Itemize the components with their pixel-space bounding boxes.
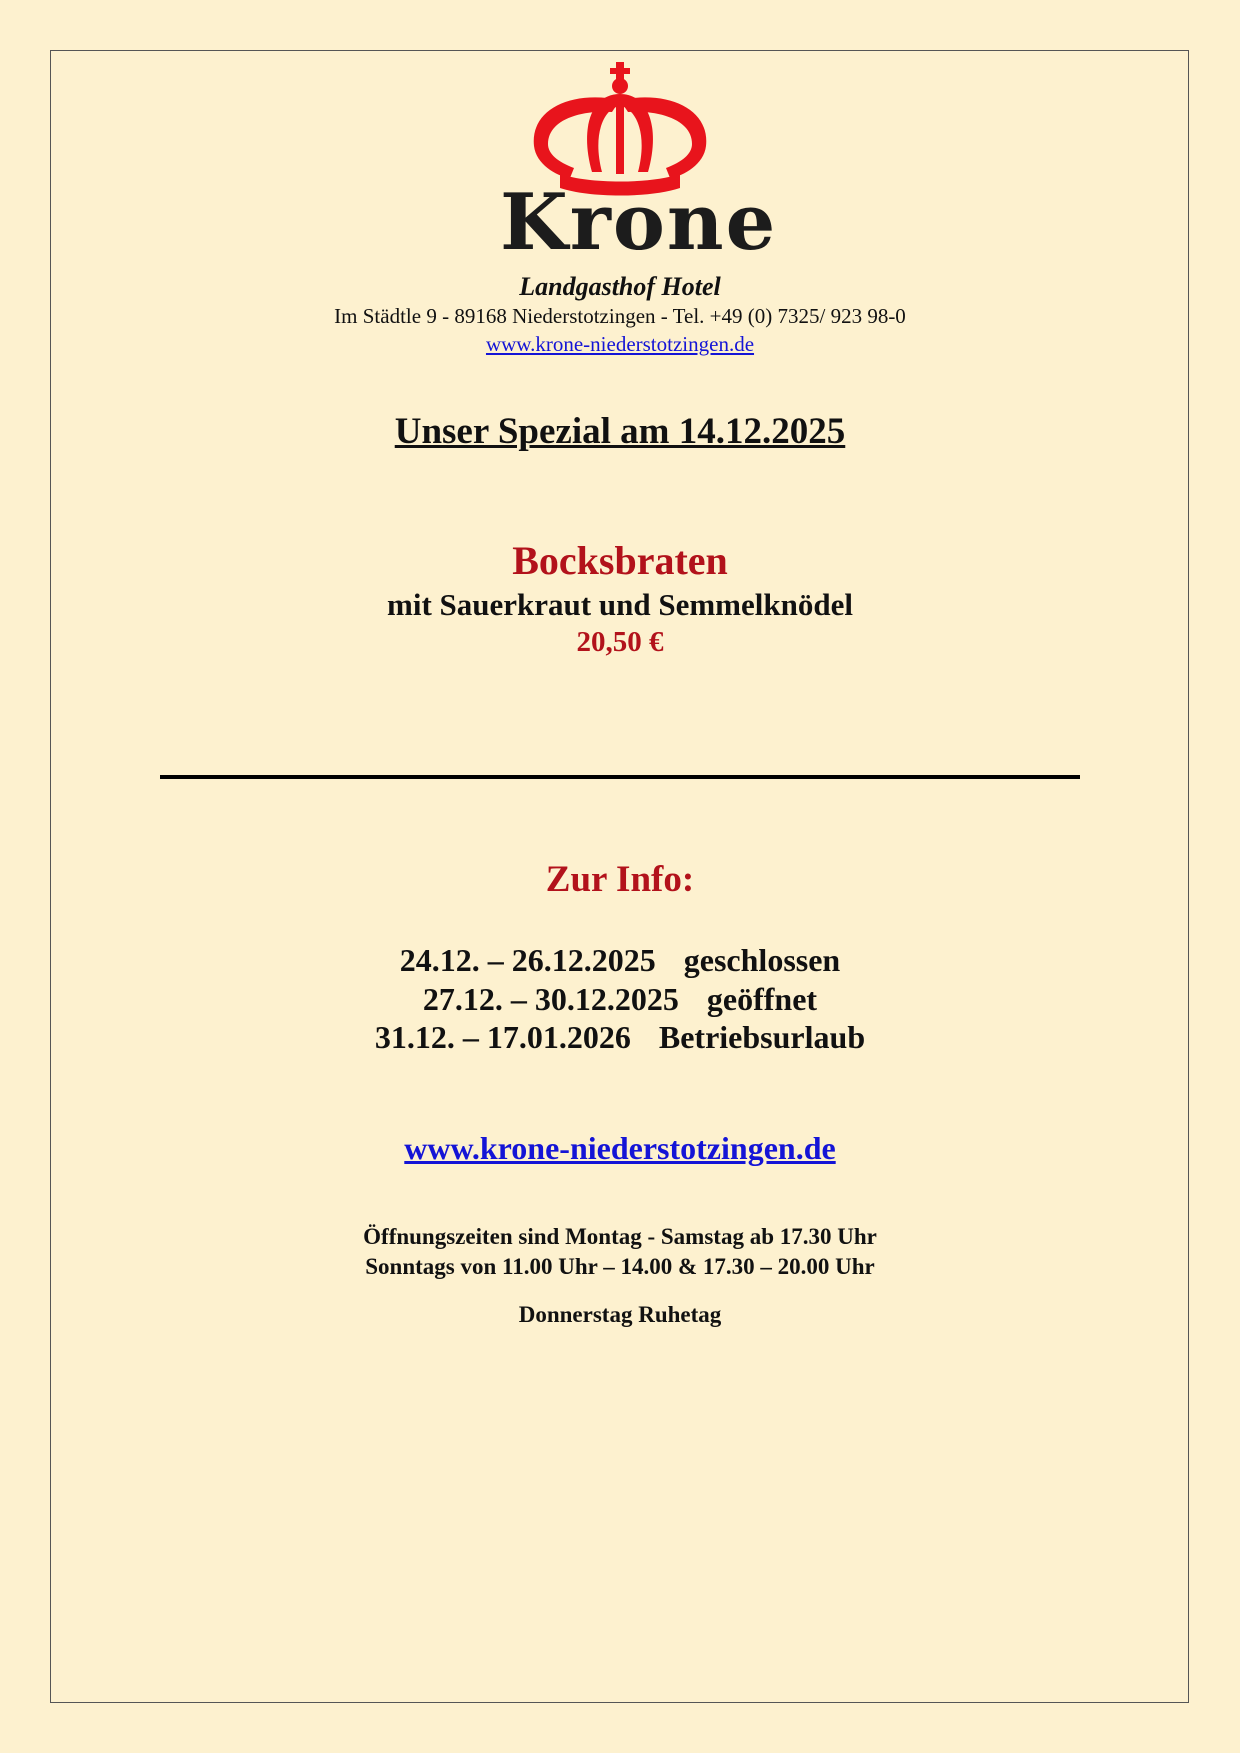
date-row xyxy=(0,980,1240,1019)
date-status: Betriebsurlaub xyxy=(658,1019,866,1055)
date-range: 24.12. – 26.12.2025 xyxy=(399,942,656,978)
brand-logo-text: Krone xyxy=(500,177,778,268)
opening-hours-weekdays: Öffnungszeiten sind Montag - Samstag ab 17.30 Uhr xyxy=(363,1224,877,1249)
hotel-address: Im Städtle 9 - 89168 Niederstotzingen - Tel. +49 (0) 7325/ 923 98-0 xyxy=(334,304,906,328)
date-status: geöffnet xyxy=(706,980,818,1017)
hotel-subtitle: Landgasthof Hotel xyxy=(519,272,721,301)
opening-hours-sunday: Sonntags von 11.00 Uhr – 14.00 & 17.30 – 20.00 Uhr xyxy=(365,1254,875,1279)
date-row xyxy=(0,941,1240,980)
divider-line xyxy=(160,775,1080,779)
date-row xyxy=(0,1018,1240,1057)
date-status: geschlossen xyxy=(683,942,841,978)
info-title: Zur Info: xyxy=(545,859,695,900)
website-link-main[interactable]: www.krone-niederstotzingen.de xyxy=(404,1130,836,1166)
dish-name: Bocksbraten xyxy=(512,538,728,583)
dish-sides: mit Sauerkraut und Semmelknödel xyxy=(387,587,853,622)
date-list xyxy=(0,941,1240,1057)
date-range: 31.12. – 17.01.2026 xyxy=(374,1019,631,1055)
special-title: Unser Spezial am 14.12.2025 xyxy=(394,411,846,452)
date-range: 27.12. – 30.12.2025 xyxy=(422,980,679,1017)
rest-day: Donnerstag Ruhetag xyxy=(518,1302,722,1327)
website-link-header[interactable]: www.krone-niederstotzingen.de xyxy=(485,332,755,356)
dish-price: 20,50 € xyxy=(576,626,664,658)
